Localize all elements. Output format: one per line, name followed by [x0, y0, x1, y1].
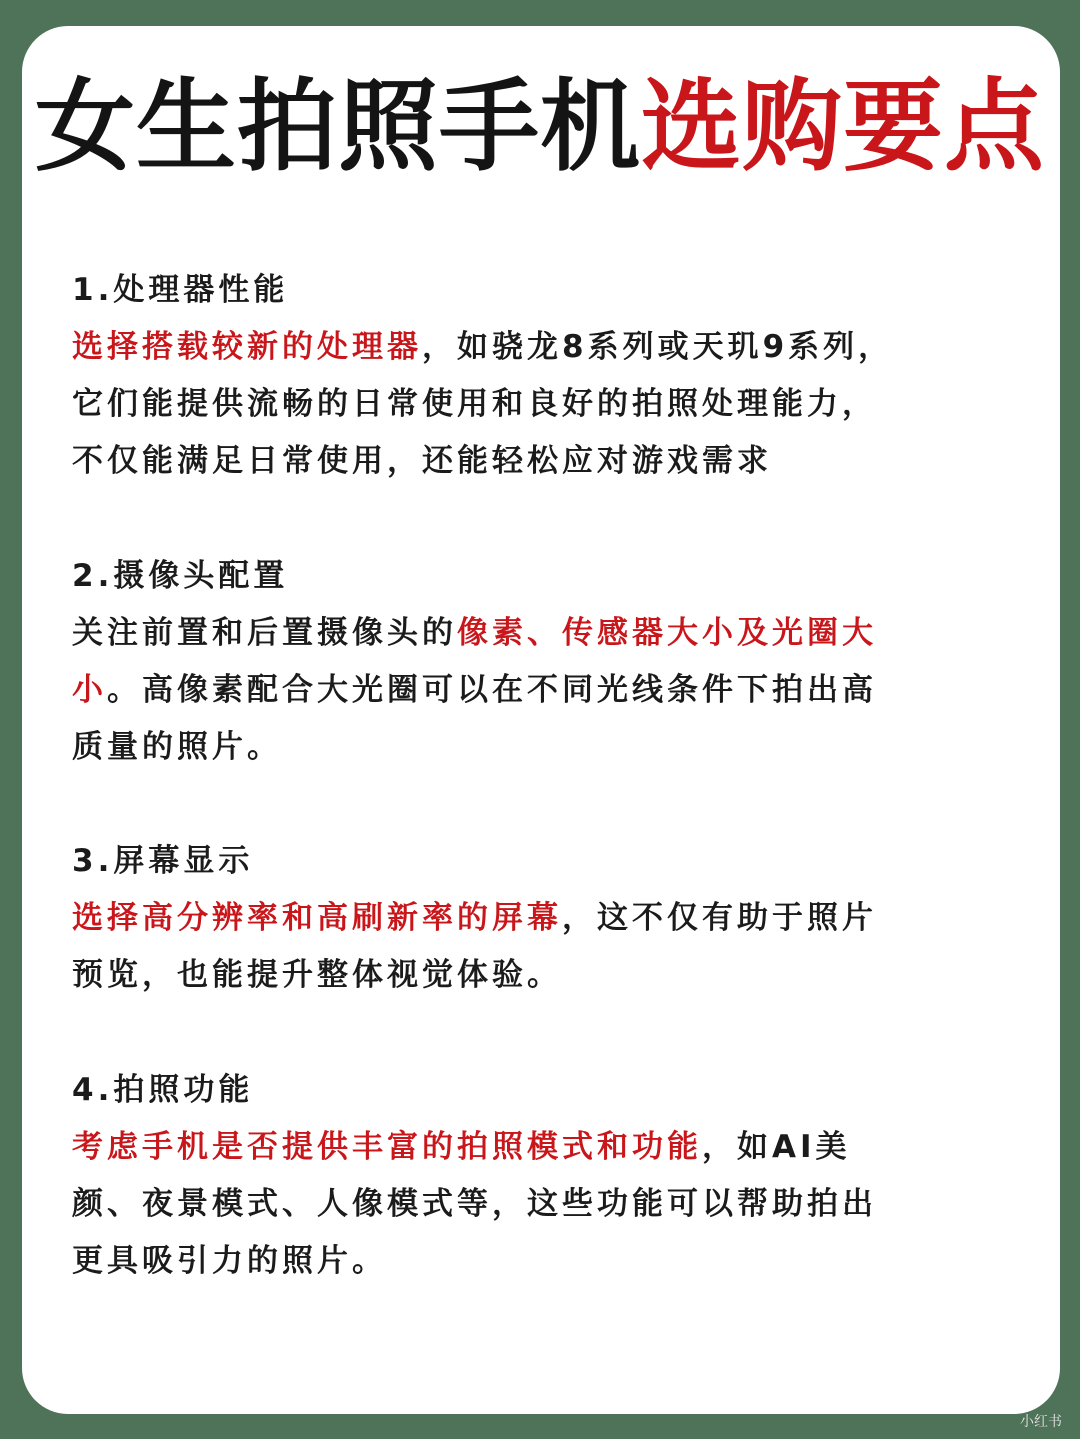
body-line: [72, 1176, 1012, 1233]
page-title: [0, 62, 1080, 192]
body-text: ，如AI美: [702, 1129, 851, 1165]
body-text: 。高像素配合大光圈可以在不同光线条件下拍出高: [107, 672, 877, 708]
body-text: ，这不仅有助于照片: [562, 900, 877, 936]
title-black: 女生拍照手机: [35, 68, 641, 185]
body-line: [72, 947, 1012, 1004]
section-heading: 3.屏幕显示: [72, 843, 254, 879]
body-line: [72, 719, 1012, 776]
body-text: ，如骁龙8系列或天玑9系列，: [422, 329, 894, 365]
section-heading: 4.拍照功能: [72, 1072, 254, 1108]
body-text: 不仅能满足日常使用，还能轻松应对游戏需求: [72, 443, 772, 479]
body-text: 关注前置和后置摄像头的: [72, 615, 457, 651]
highlight-text: 选择搭载较新的处理器: [72, 329, 422, 365]
highlight-text: 考虑手机是否提供丰富的拍照模式和功能: [72, 1129, 702, 1165]
body-line: [72, 1233, 1012, 1290]
body-text: 预览，也能提升整体视觉体验。: [72, 957, 562, 993]
body-line: [72, 1119, 1012, 1176]
body-line: [72, 605, 1012, 662]
section-body: [72, 605, 1012, 776]
body-line: [72, 662, 1012, 719]
body-line: [72, 433, 1012, 490]
body-text: 它们能提供流畅的日常使用和良好的拍照处理能力，: [72, 386, 877, 422]
section-body: [72, 319, 1012, 490]
body-line: [72, 319, 1012, 376]
section-photo-features: [72, 1062, 1012, 1290]
highlight-text: 像素、传感器大小及光圈大: [457, 615, 877, 651]
body-text: 颜、夜景模式、人像模式等，这些功能可以帮助拍出: [72, 1186, 877, 1222]
body-line: [72, 376, 1012, 433]
title-red: 选购要点: [641, 68, 1045, 185]
section-heading: 2.摄像头配置: [72, 558, 289, 594]
section-processor: [72, 262, 1012, 490]
body-text: 质量的照片。: [72, 729, 282, 765]
section-camera: [72, 548, 1012, 776]
section-body: [72, 890, 1012, 1004]
body-line: [72, 890, 1012, 947]
section-body: [72, 1119, 1012, 1290]
section-heading: 1.处理器性能: [72, 272, 289, 308]
highlight-text: 小: [72, 672, 107, 708]
watermark: 小红书: [1020, 1414, 1062, 1430]
section-screen: [72, 833, 1012, 1004]
body-text: 更具吸引力的照片。: [72, 1243, 387, 1279]
highlight-text: 选择高分辨率和高刷新率的屏幕: [72, 900, 562, 936]
